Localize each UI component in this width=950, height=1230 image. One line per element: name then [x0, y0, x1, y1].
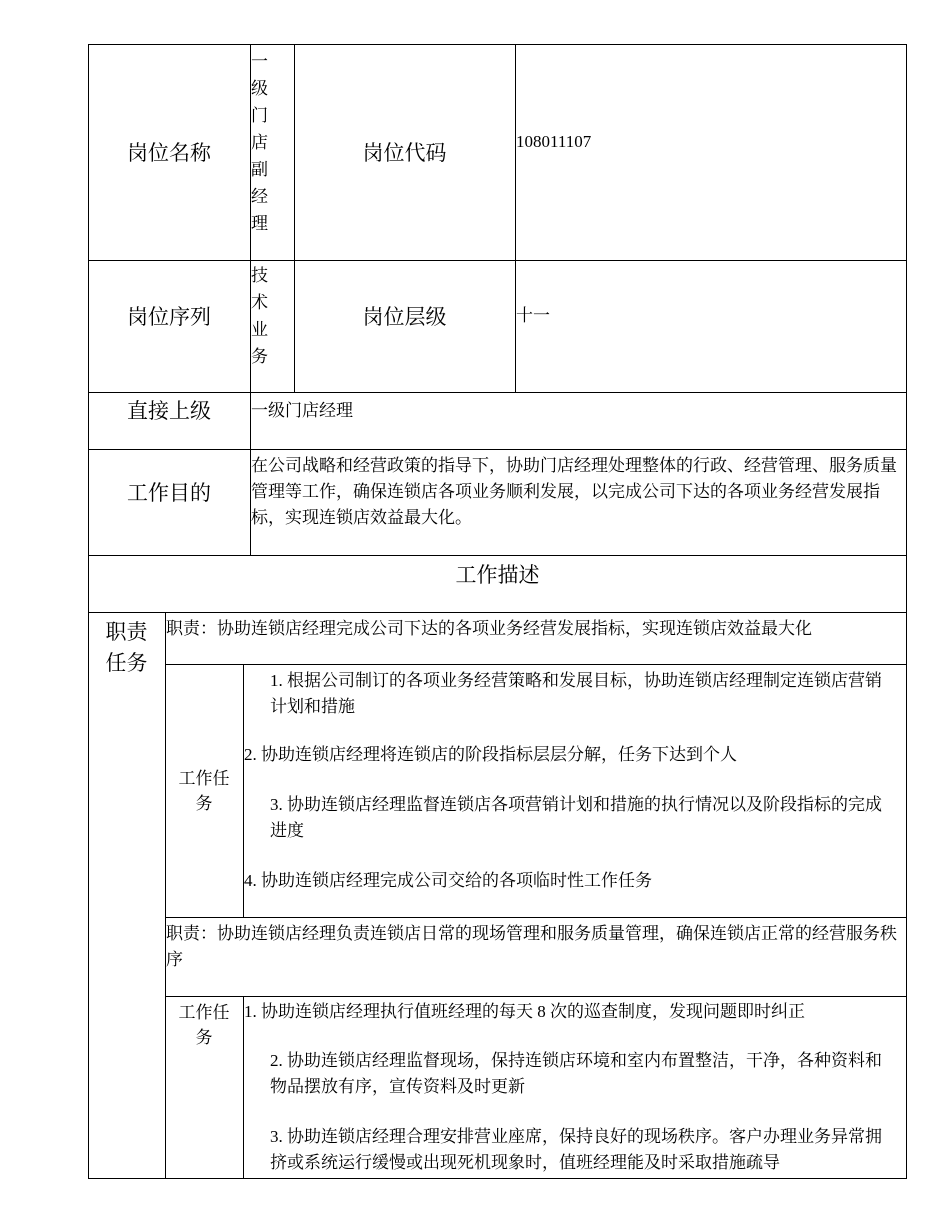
direct-superior-value: 一级门店经理	[251, 401, 353, 420]
position-name-label: 岗位名称	[127, 141, 211, 165]
duty-task-label: 职责 任务	[105, 620, 148, 675]
work-task-label: 工作任 务	[178, 769, 230, 813]
position-level-value: 十一	[516, 306, 550, 325]
work-purpose-label: 工作目的	[127, 481, 211, 505]
task-item: 4. 协助连锁店经理完成公司交给的各项临时性工作任务	[244, 871, 652, 890]
task-item: 3. 协助连锁店经理合理安排营业座席，保持良好的现场秩序。客户办理业务异常拥挤或系统运行缓慢或出现死机现象时，值班经理能及时采取措施疏导	[270, 1127, 882, 1172]
task-item: 1. 根据公司制订的各项业务经营策略和发展目标，协助连锁店经理制定连锁店营销计划和措施	[270, 671, 882, 716]
table-border-bottom	[88, 1178, 907, 1179]
duty-title: 职责：协助连锁店经理负责连锁店日常的现场管理和服务质量管理，确保连锁店正常的经营服务秩序	[166, 924, 897, 969]
task-item: 1. 协助连锁店经理执行值班经理的每天 8 次的巡查制度，发现问题即时纠正	[244, 1002, 805, 1021]
duty-divider	[165, 996, 907, 997]
position-series-value: 技 术 业 务	[251, 266, 268, 366]
section-title: 工作描述	[455, 563, 540, 587]
position-code-value: 108011107	[516, 132, 592, 151]
task-item: 2. 协助连锁店经理将连锁店的阶段指标层层分解，任务下达到个人	[244, 745, 737, 764]
task-item: 2. 协助连锁店经理监督现场，保持连锁店环境和室内布置整洁，干净，各种资料和物品摆放有序，宣传资料及时更新	[270, 1051, 882, 1096]
position-code-label: 岗位代码	[362, 141, 447, 165]
position-level-label: 岗位层级	[362, 305, 447, 329]
table-border-right	[906, 44, 907, 1179]
duty-title: 职责：协助连锁店经理完成公司下达的各项业务经营发展指标，实现连锁店效益最大化	[166, 619, 812, 638]
row-divider	[88, 392, 907, 393]
duty-divider	[165, 664, 907, 665]
direct-superior-label: 直接上级	[127, 399, 211, 423]
row-divider	[88, 555, 907, 556]
duty-divider	[165, 917, 907, 918]
position-name-value: 一 级 门 店 副 经 理	[251, 52, 268, 233]
row-divider	[88, 612, 907, 613]
work-purpose-value: 在公司战略和经营政策的指导下，协助门店经理处理整体的行政、经营管理、服务质量管理等工作，确保连锁店各项业务顺利发展，以完成公司下达的各项业务经营发展指标，实现连锁店效益最大化。	[251, 456, 897, 527]
work-task-label: 工作任 务	[178, 1003, 230, 1047]
position-series-label: 岗位序列	[127, 305, 211, 329]
task-item: 3. 协助连锁店经理监督连锁店各项营销计划和措施的执行情况以及阶段指标的完成进度	[270, 795, 882, 840]
